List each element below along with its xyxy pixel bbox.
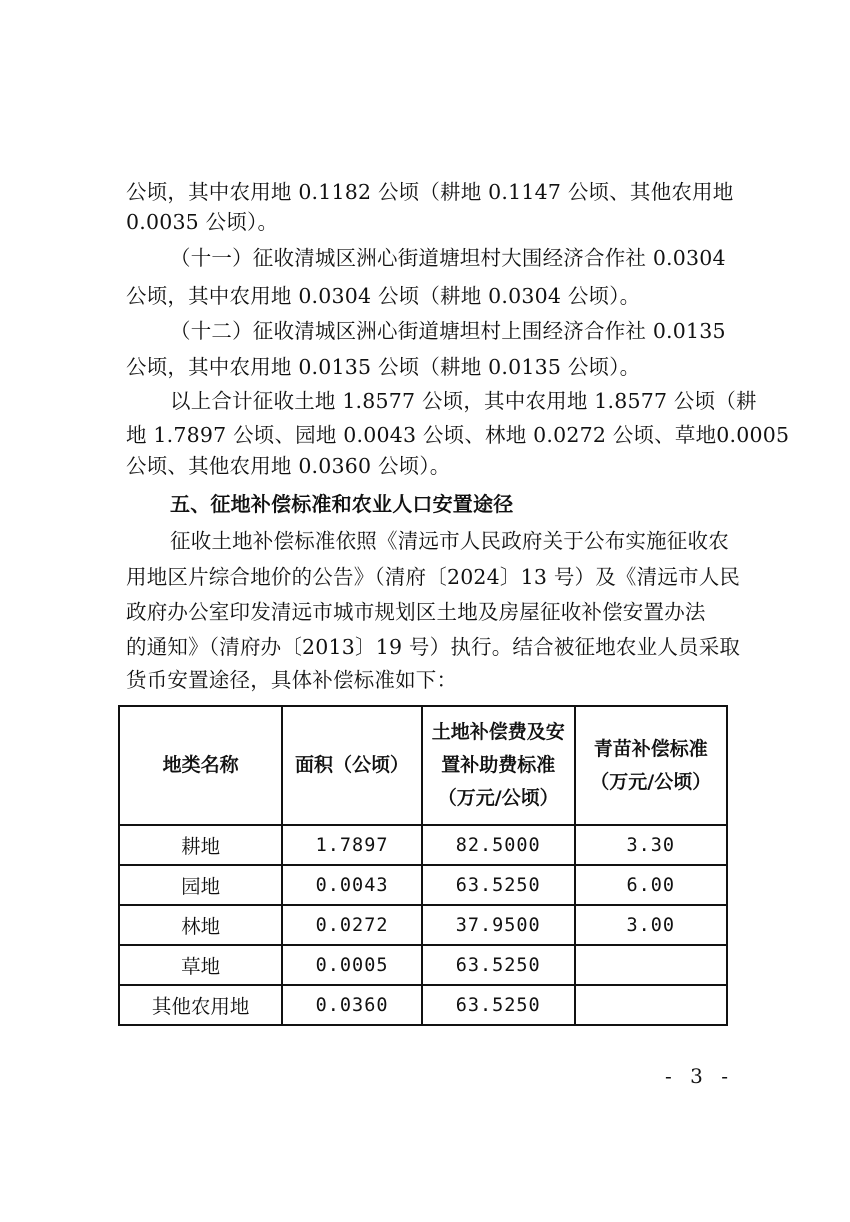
cell-land-type: 耕地	[119, 825, 282, 865]
cell-land-compensation: 37.9500	[422, 905, 575, 945]
cell-crop-compensation: 3.00	[575, 905, 727, 945]
table-row	[119, 865, 727, 905]
cell-land-type: 其他农用地	[119, 985, 282, 1025]
cell-crop-compensation	[575, 945, 727, 985]
paragraph-line: 公顷、其他农用地 0.0360 公顷）。	[126, 454, 451, 478]
paragraph-line: 以上合计征收土地 1.8577 公顷，其中农用地 1.8577 公顷（耕	[170, 389, 757, 413]
cell-area: 0.0043	[282, 865, 422, 905]
table-row	[119, 945, 727, 985]
paragraph-line: （十一）征收清城区洲心街道塘坦村大围经济合作社 0.0304	[170, 246, 726, 270]
cell-crop-compensation: 3.30	[575, 825, 727, 865]
paragraph-line: 的通知》（清府办〔2013〕19 号）执行。结合被征地农业人员采取	[126, 635, 741, 659]
header-crop-compensation: 青苗补偿标准（万元/公顷）	[575, 706, 727, 825]
paragraph-line: 公顷，其中农用地 0.0304 公顷（耕地 0.0304 公顷）。	[126, 284, 641, 308]
paragraph-line: 地 1.7897 公顷、园地 0.0043 公顷、林地 0.0272 公顷、草地0.0005	[126, 423, 790, 447]
table-row	[119, 985, 727, 1025]
paragraph-line: （十二）征收清城区洲心街道塘坦村上围经济合作社 0.0135	[170, 319, 726, 343]
cell-land-compensation: 63.5250	[422, 985, 575, 1025]
cell-crop-compensation: 6.00	[575, 865, 727, 905]
cell-land-compensation: 82.5000	[422, 825, 575, 865]
cell-land-type: 园地	[119, 865, 282, 905]
header-area: 面积（公顷）	[282, 706, 422, 825]
table-row	[119, 905, 727, 945]
header-land-compensation: 土地补偿费及安置补助费标准（万元/公顷）	[422, 706, 575, 825]
cell-land-type: 草地	[119, 945, 282, 985]
compensation-table	[118, 705, 728, 1026]
cell-crop-compensation	[575, 985, 727, 1025]
section-heading: 五、征地补偿标准和农业人口安置途径	[170, 492, 514, 516]
cell-area: 0.0360	[282, 985, 422, 1025]
page-number: - 3 -	[665, 1064, 734, 1088]
header-land-type: 地类名称	[119, 706, 282, 825]
table-header-row	[119, 706, 727, 825]
paragraph-line: 0.0035 公顷）。	[126, 210, 279, 234]
paragraph-line: 公顷，其中农用地 0.0135 公顷（耕地 0.0135 公顷）。	[126, 355, 641, 379]
paragraph-line: 用地区片综合地价的公告》（清府〔2024〕13 号）及《清远市人民	[126, 565, 741, 589]
cell-land-type: 林地	[119, 905, 282, 945]
paragraph-line: 政府办公室印发清远市城市规划区土地及房屋征收补偿安置办法	[126, 600, 706, 624]
cell-land-compensation: 63.5250	[422, 865, 575, 905]
cell-area: 0.0272	[282, 905, 422, 945]
paragraph-line: 公顷，其中农用地 0.1182 公顷（耕地 0.1147 公顷、其他农用地	[126, 180, 734, 204]
table-row	[119, 825, 727, 865]
cell-area: 0.0005	[282, 945, 422, 985]
paragraph-line: 征收土地补偿标准依照《清远市人民政府关于公布实施征收农	[170, 529, 729, 553]
paragraph-line: 货币安置途径，具体补偿标准如下：	[126, 668, 458, 692]
cell-land-compensation: 63.5250	[422, 945, 575, 985]
cell-area: 1.7897	[282, 825, 422, 865]
